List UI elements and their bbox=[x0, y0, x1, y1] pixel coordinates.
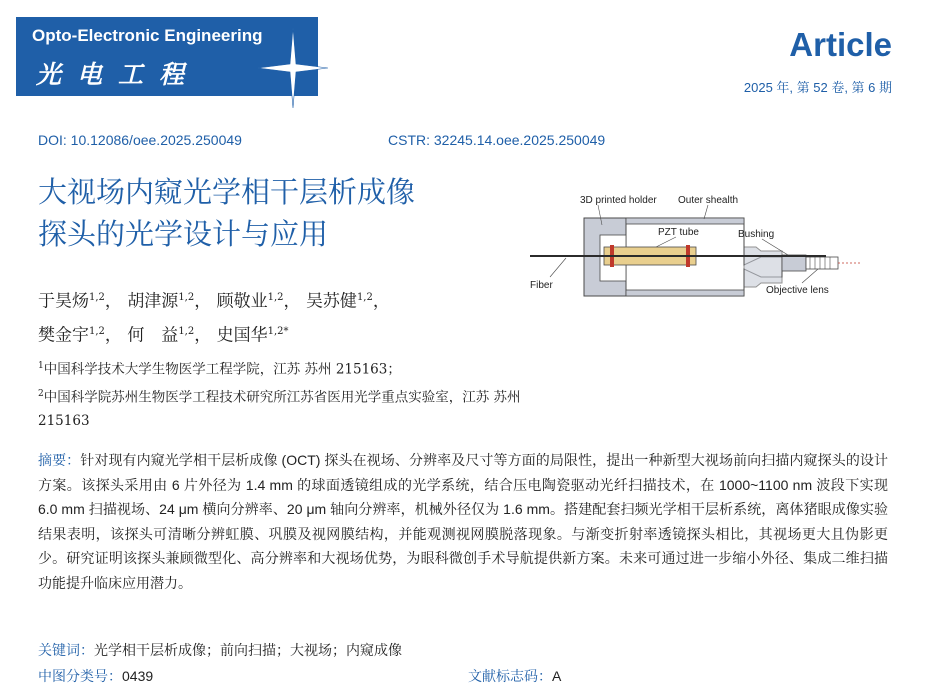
document-code bbox=[468, 666, 561, 686]
author-line-2: 樊金宇$^{1,2}$， 何 益$^{1,2}$， 史国华$^{1,2*}$ bbox=[38, 325, 289, 346]
author-name: 顾敬业 bbox=[216, 291, 268, 312]
author-affiliation-mark: 1,2 bbox=[178, 292, 195, 303]
author-affiliation-mark: 1,2 bbox=[267, 292, 284, 303]
affiliation-list bbox=[38, 354, 528, 433]
label-bushing: Bushing bbox=[738, 229, 775, 240]
cstr-id: CSTR: 32245.14.oee.2025.250049 bbox=[388, 132, 606, 148]
author-name: 吴苏健 bbox=[305, 291, 357, 312]
label-objective-lens: Objective lens bbox=[766, 285, 829, 296]
classification-number bbox=[38, 666, 153, 686]
author-affiliation-mark: 1,2 bbox=[178, 325, 195, 337]
issue-info: 2025 年, 第 52 卷, 第 6 期 bbox=[743, 80, 892, 95]
journal-name-cn: 光电工程 bbox=[36, 60, 201, 89]
article-type-label: Article bbox=[789, 26, 892, 63]
document-code-label: 文献标志码： bbox=[468, 668, 552, 684]
abstract-label: 摘要： bbox=[38, 452, 81, 468]
author-name: 于昊炀 bbox=[38, 291, 89, 312]
label-holder: 3D printed holder bbox=[580, 195, 657, 206]
author-affiliation-mark: 1,2 bbox=[89, 325, 105, 337]
author-name: 何 益 bbox=[127, 325, 179, 346]
keywords bbox=[38, 640, 402, 660]
affiliation-item: $^2$中国科学院苏州生物医学工程技术研究所江苏省医用光学重点实验室，江苏 苏州 215163 bbox=[38, 388, 521, 429]
label-fiber: Fiber bbox=[530, 280, 553, 291]
author-name: 史国华 bbox=[216, 325, 268, 346]
keywords-text: 光学相干层析成像；前向扫描；大视场；内窥成像 bbox=[94, 642, 402, 658]
author-affiliation-mark: 1,2 bbox=[356, 292, 373, 303]
author-list bbox=[38, 283, 508, 350]
probe-schematic-figure bbox=[526, 185, 866, 310]
doi-link[interactable]: DOI: 10.12086/oee.2025.250049 bbox=[38, 132, 242, 148]
bushing bbox=[782, 255, 806, 271]
keywords-label: 关键词： bbox=[38, 642, 94, 658]
journal-name-en: Opto-Electronic Engineering bbox=[32, 26, 263, 45]
abstract bbox=[38, 448, 888, 595]
article-title bbox=[38, 172, 528, 256]
objective-lens-tube bbox=[806, 257, 838, 269]
abstract-text: 针对现有内窥光学相干层析成像 (OCT) 探头在视场、分辨率及尺寸等方面的局限性，提出一种新型大视场前向扫描内窥探头的设计方案。该探头采用由 6 片外径为 1.4 mm 的球面透镜组成的光学系统，结合压电陶瓷驱动光纤扫描技术，在 1000~1100 nm 波段下实现 6.0 mm 扫描视场、24 μm 横向分辨率、20 μm 轴向分辨率，机械外径仅为 1.6 mm。搭建配套扫频光学相干层析系统，离体猪眼成像实验结果表明，该探头可清晰分辨虹膜、巩膜及视网膜结构，并能观测视网膜脱落现象。与渐变折射率透镜探头相比，其视场更大且伪影更少。研究证明该探头兼顾微型化、高分辨率和大视场优势，为眼科微创手术导航提供新方案。未来可通过进一步缩小外径、集成二维扫描功能提升临床应用潜力。 bbox=[38, 452, 889, 591]
author-name: 胡津源 bbox=[127, 291, 179, 312]
classification-value: 0439 bbox=[122, 668, 154, 684]
author-affiliation-mark: 1,2 bbox=[89, 292, 105, 303]
title-line-2: 探头的光学设计与应用 bbox=[38, 219, 329, 251]
author-name: 樊金宇 bbox=[38, 325, 89, 346]
document-code-value: A bbox=[552, 668, 562, 684]
title-line-1: 大视场内窥光学相干层析成像 bbox=[38, 177, 416, 209]
sparkle-icon bbox=[258, 28, 328, 108]
classification-label: 中图分类号： bbox=[38, 668, 122, 684]
author-line-1: 于昊炀$^{1,2}$， 胡津源$^{1,2}$， 顾敬业$^{1,2}$， 吴苏健$^{1,2}$， bbox=[38, 291, 390, 312]
label-sheath: Outer shealth bbox=[678, 195, 739, 206]
author-affiliation-mark: 1,2* bbox=[267, 325, 289, 337]
label-pzt: PZT tube bbox=[658, 227, 699, 238]
affiliation-item: $^1$中国科学技术大学生物医学工程学院，江苏 苏州 215163； bbox=[38, 361, 401, 378]
